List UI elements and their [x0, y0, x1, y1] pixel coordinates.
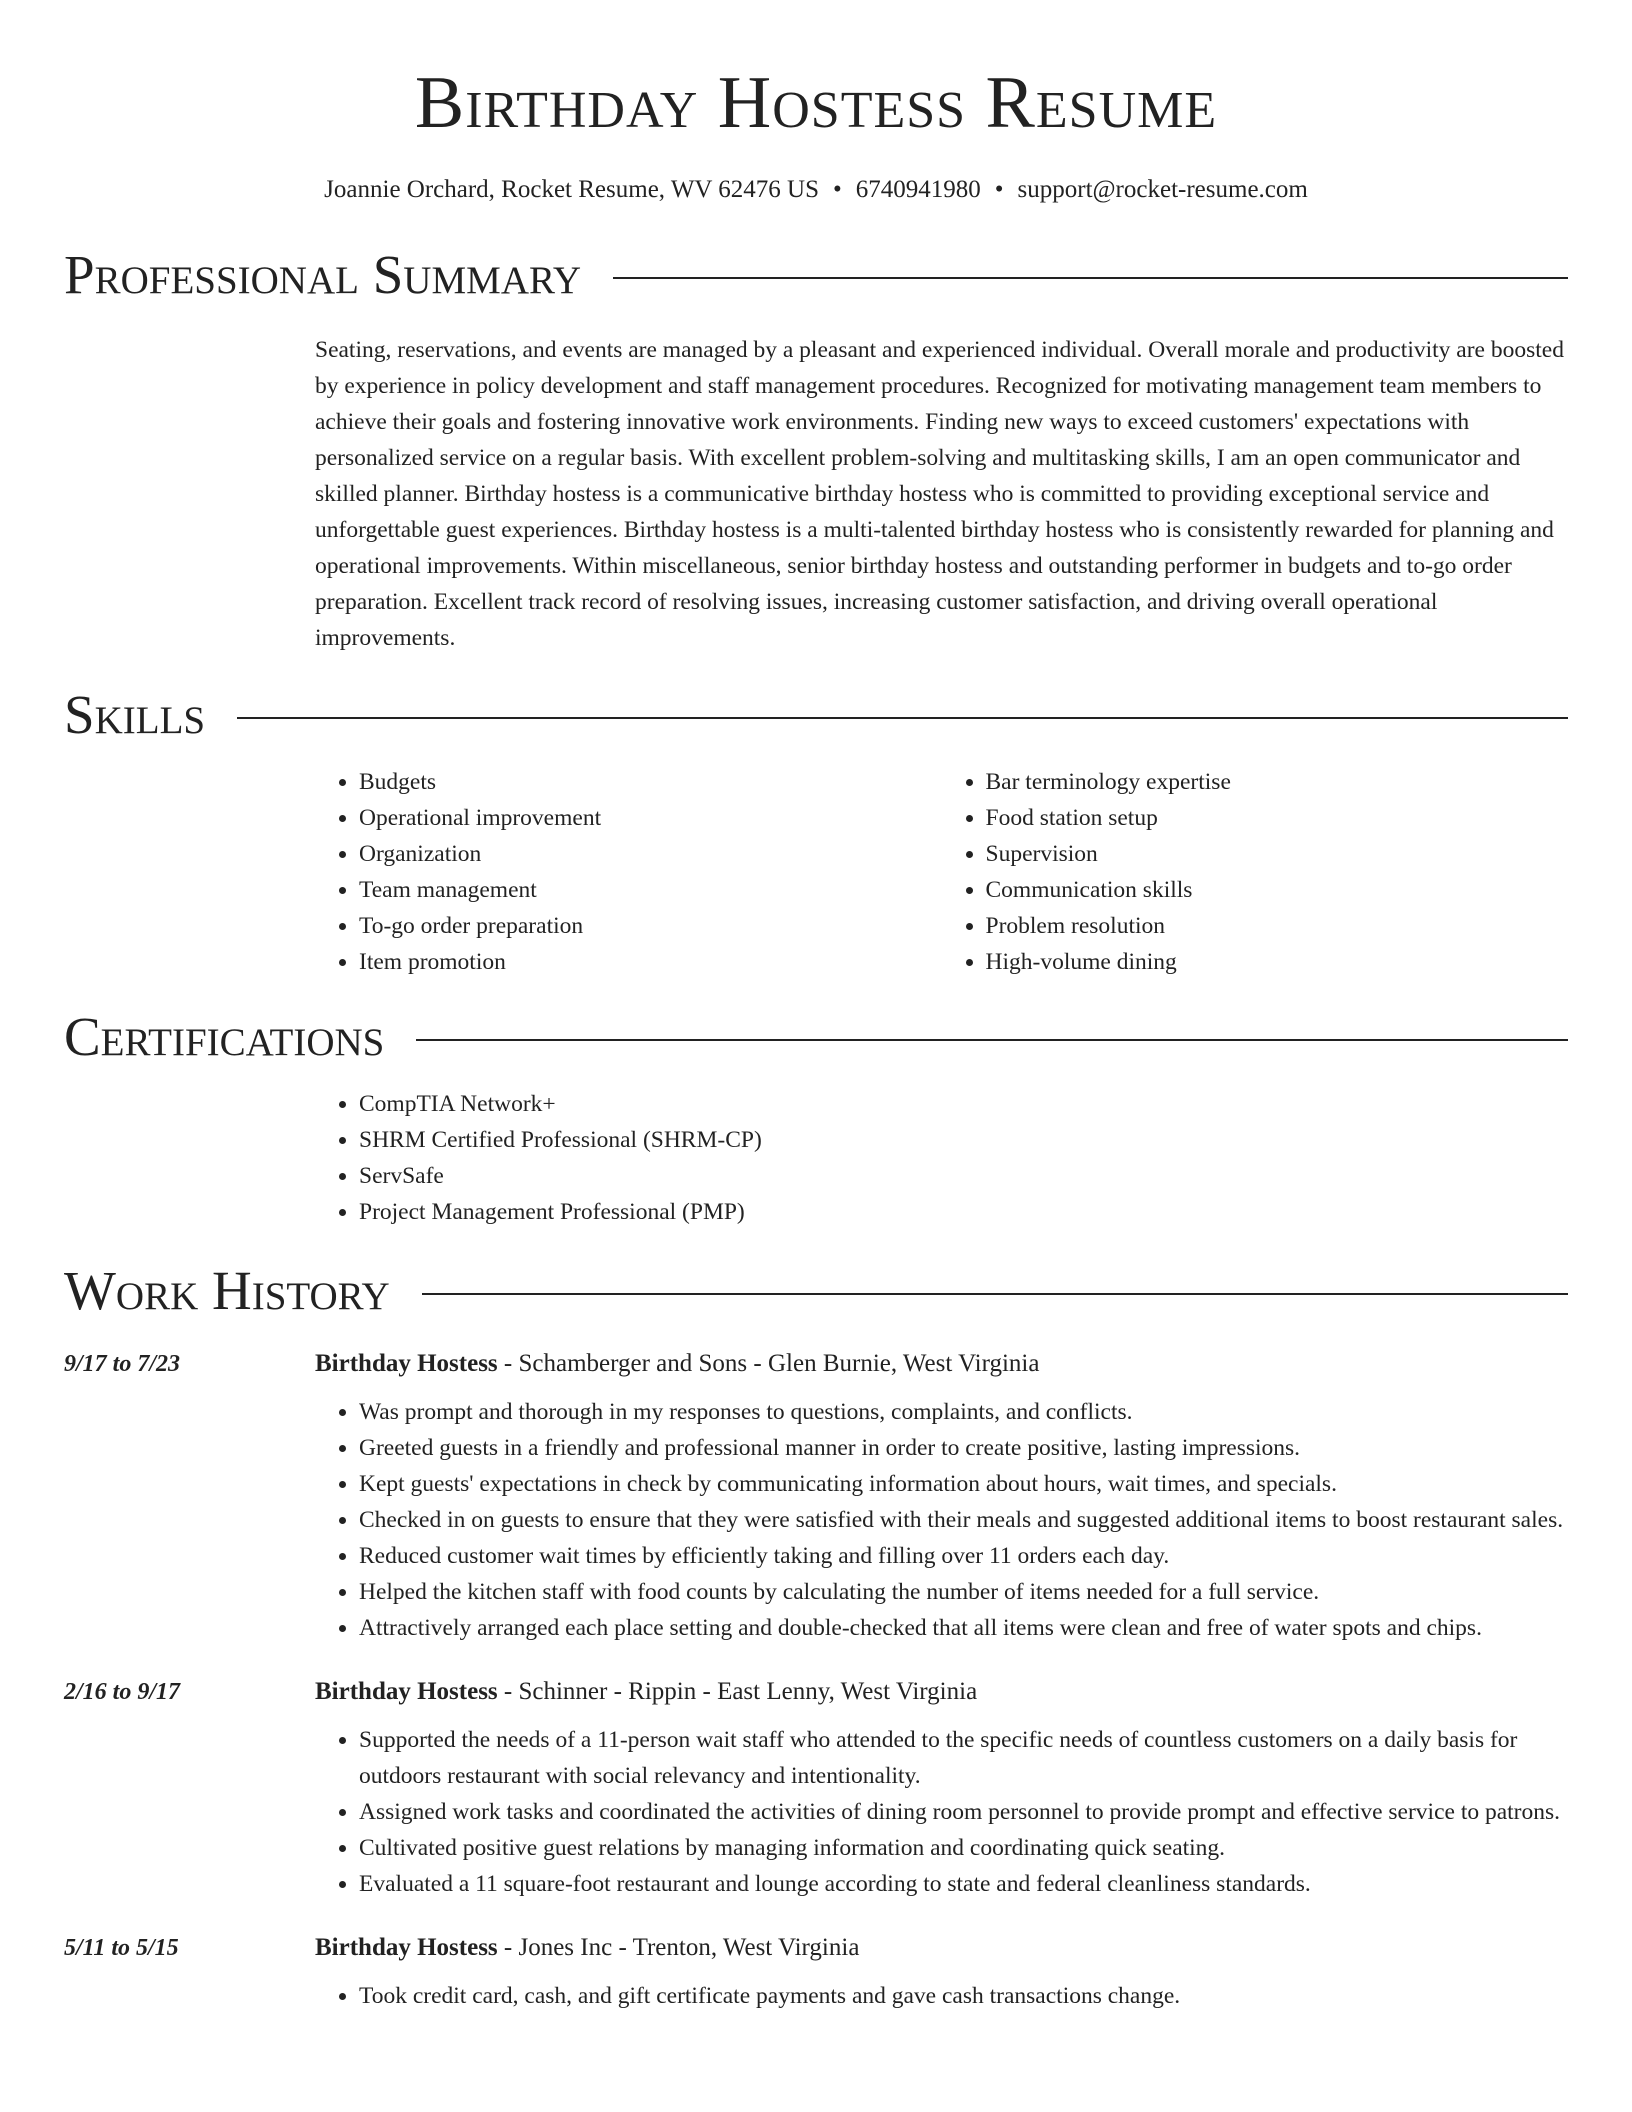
job-bullets [315, 1722, 1568, 1902]
skill-item: • Team management [359, 872, 942, 908]
job-bullets [315, 1978, 1568, 2014]
skill-item: • Food station setup [986, 800, 1569, 836]
job-bullet: • Greeted guests in a friendly and professional manner in order to create positive, lasting impressions. [359, 1430, 1568, 1466]
job-dates: 9/17 to 7/23 [64, 1350, 181, 1377]
contact-phone: 6740941980 [855, 176, 981, 203]
job-dates: 5/11 to 5/15 [64, 1934, 179, 1961]
job-bullet: • Checked in on guests to ensure that they were satisfied with their meals and suggested additional items to boost restaurant sales. [359, 1502, 1568, 1538]
job-title: Birthday Hostess [315, 1933, 498, 1961]
section-title-summary: Professional Summary [64, 244, 582, 305]
job-bullet: • Cultivated positive guest relations by managing information and coordinating quick seating. [359, 1830, 1568, 1866]
work-history-list [64, 1344, 1568, 2014]
job-bullet: • Supported the needs of a 11-person wait staff who attended to the specific needs of countless customers on a daily basis for outdoors restaurant with social relevancy and intentionality. [359, 1722, 1568, 1794]
contact-separator: • [994, 176, 1004, 203]
job-bullet: • Reduced customer wait times by efficiently taking and filling over 11 orders each day. [359, 1538, 1568, 1574]
job-bullet: • Attractively arranged each place setting and double-checked that all items were clean and free of water spots and chips. [359, 1610, 1568, 1646]
certification-item: • ServSafe [359, 1158, 1568, 1194]
resume-title: Birthday Hostess Resume [414, 62, 1218, 144]
job-title: Birthday Hostess [315, 1349, 498, 1377]
job-bullet: • Was prompt and thorough in my responses to questions, complaints, and conflicts. [359, 1394, 1568, 1430]
job-company-location: - Jones Inc - Trenton, West Virginia [497, 1933, 860, 1961]
skill-item: • Operational improvement [359, 800, 942, 836]
skill-item: • Supervision [986, 836, 1569, 872]
skill-item: • Bar terminology expertise [986, 764, 1569, 800]
skills-list-left [315, 764, 942, 980]
job-title-line [315, 1344, 1568, 1384]
skill-item: • Item promotion [359, 944, 942, 980]
section-title-work: Work History [64, 1259, 390, 1321]
certifications-list [315, 1086, 1568, 1230]
certification-item: • CompTIA Network+ [359, 1086, 1568, 1122]
job-dates: 2/16 to 9/17 [64, 1678, 181, 1705]
job-title: Birthday Hostess [315, 1677, 498, 1705]
job-bullets [315, 1394, 1568, 1646]
section-header-work [64, 1256, 1568, 1326]
job-title-line [315, 1928, 1568, 1968]
section-rule [416, 1039, 1568, 1041]
section-header-skills [64, 680, 1568, 750]
skills-columns [315, 764, 1568, 980]
contact-separator: • [833, 176, 842, 203]
certification-item: • SHRM Certified Professional (SHRM-CP) [359, 1122, 1568, 1158]
section-rule [422, 1293, 1568, 1295]
section-rule [237, 717, 1568, 719]
skills-list-right [942, 764, 1569, 980]
job-body [315, 1672, 1568, 1902]
job-body [315, 1344, 1568, 1646]
section-title-certifications: Certifications [64, 1005, 385, 1067]
skill-item: • To-go order preparation [359, 908, 942, 944]
job-bullet: • Took credit card, cash, and gift certificate payments and gave cash transactions change. [359, 1978, 1568, 2014]
section-header-summary [64, 240, 1568, 310]
job-bullet: • Helped the kitchen staff with food counts by calculating the number of items needed for a full service. [359, 1574, 1568, 1610]
job-body [315, 1928, 1568, 2014]
skill-item: • Organization [359, 836, 942, 872]
summary-text: Seating, reservations, and events are managed by a pleasant and experienced individual. Overall morale and productivity are boosted by experience in policy development and staff management procedures. Recognized for motivating management team members to achieve their goals and fostering innovative work environments. Finding new ways to exceed customers' expectations with personalized service on a regular basis. With excellent problem-solving and multitasking skills, I am an open communicator and skilled planner. Birthday hostess is a communicative birthday hostess who is committed to providing exceptional service and unforgettable guest experiences. Birthday hostess is a multi-talented birthday hostess who is consistently rewarded for planning and operational improvements. Within miscellaneous, senior birthday hostess and outstanding performer in budgets and to-go order preparation. Excellent track record of resolving issues, increasing customer satisfaction, and driving overall operational improvements. [315, 337, 1564, 651]
resume-page [64, 0, 1568, 2014]
skill-item: • Budgets [359, 764, 942, 800]
section-rule [613, 277, 1568, 279]
job-entry [64, 1344, 1568, 1646]
skill-item: • High-volume dining [986, 944, 1569, 980]
job-entry [64, 1672, 1568, 1902]
job-bullet: • Kept guests' expectations in check by communicating information about hours, wait times, and specials. [359, 1466, 1568, 1502]
job-bullet: • Evaluated a 11 square-foot restaurant and lounge according to state and federal cleanliness standards. [359, 1866, 1568, 1902]
certification-item: • Project Management Professional (PMP) [359, 1194, 1568, 1230]
skill-item: • Communication skills [986, 872, 1569, 908]
job-entry [64, 1928, 1568, 2014]
job-company-location: - Schinner - Rippin - East Lenny, West Virginia [497, 1677, 978, 1705]
contact-line [64, 174, 1568, 206]
skill-item: • Problem resolution [986, 908, 1569, 944]
contact-email: support@rocket-resume.com [1017, 176, 1308, 203]
contact-address: Joannie Orchard, Rocket Resume, WV 62476 US [324, 176, 819, 203]
section-title-skills: Skills [64, 683, 206, 745]
job-title-line [315, 1672, 1568, 1712]
section-header-certifications [64, 1002, 1568, 1072]
job-bullet: • Assigned work tasks and coordinated the activities of dining room personnel to provide prompt and effective service to patrons. [359, 1794, 1568, 1830]
job-company-location: - Schamberger and Sons - Glen Burnie, West Virginia [497, 1349, 1040, 1377]
